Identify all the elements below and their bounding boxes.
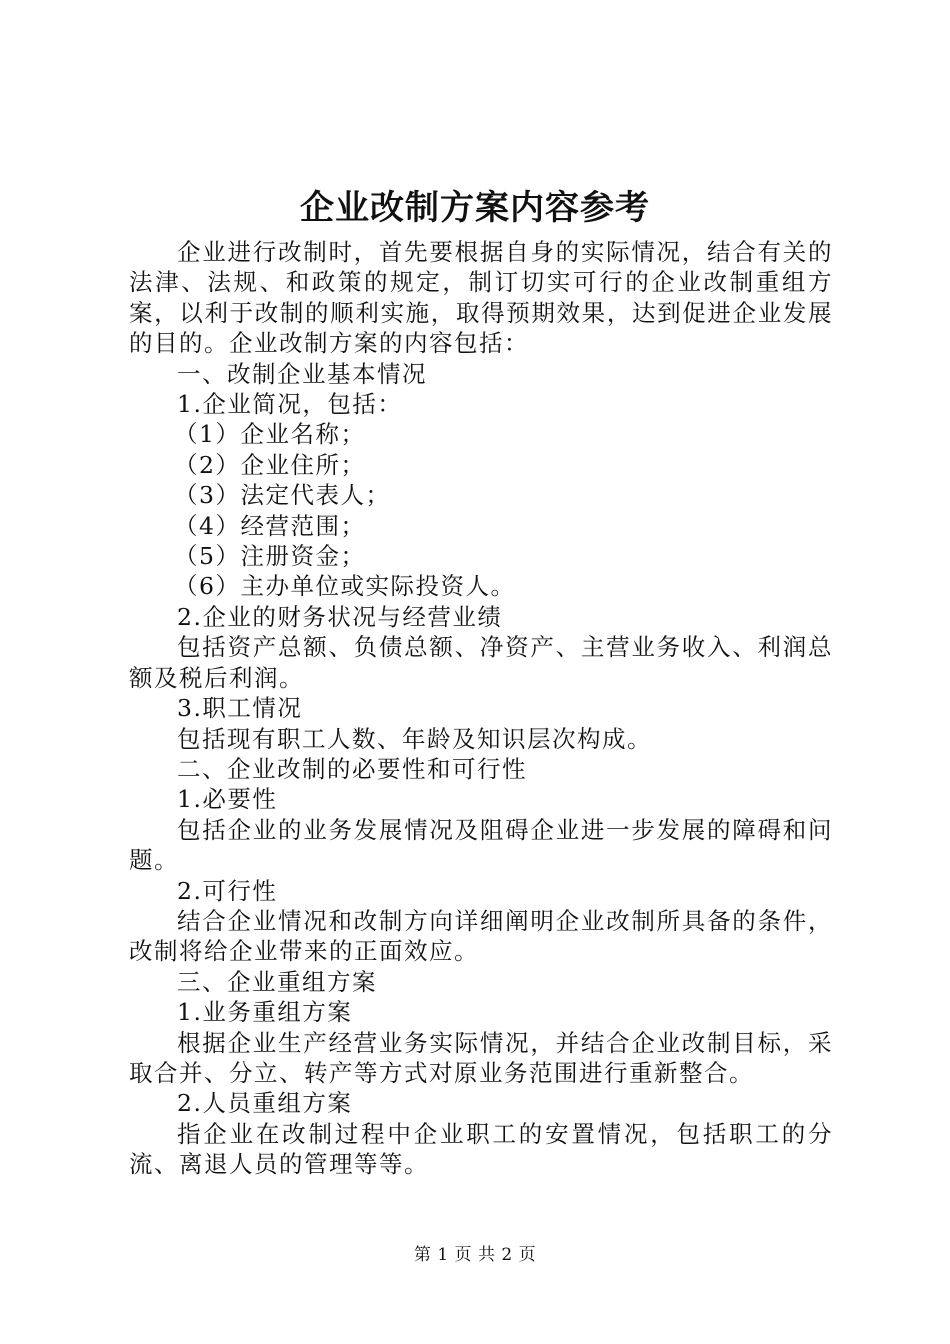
subheading-staff-status: 3.职工情况 [177, 694, 303, 723]
staff-status-paragraph: 包括现有职工人数、年龄及知识层次构成。 [177, 724, 652, 753]
section-heading-restructuring-plan: 三、企业重组方案 [177, 967, 377, 996]
subheading-company-overview: 1.企业简况，包括： [177, 390, 403, 419]
section-heading-necessity-feasibility: 二、企业改制的必要性和可行性 [177, 754, 527, 783]
list-item-sponsor-investor: （6）主办单位或实际投资人。 [174, 572, 516, 601]
document-body [129, 237, 833, 1180]
subheading-business-restructuring: 1.业务重组方案 [177, 998, 353, 1027]
feasibility-paragraph: 结合企业情况和改制方向详细阐明企业改制所具备的条件，改制将给企业带来的正面效应。 [129, 906, 833, 966]
subheading-financial-status: 2.企业的财务状况与经营业绩 [177, 602, 503, 631]
personnel-restructuring-paragraph: 指企业在改制过程中企业职工的安置情况，包括职工的分流、离退人员的管理等等。 [129, 1119, 833, 1179]
necessity-paragraph: 包括企业的业务发展情况及阻碍企业进一步发展的障碍和问题。 [129, 815, 833, 875]
section-heading-basic-info: 一、改制企业基本情况 [177, 359, 427, 388]
intro-paragraph: 企业进行改制时，首先要根据自身的实际情况，结合有关的法津、法规、和政策的规定，制订切实可行的企业改制重组方案，以利于改制的顺利实施，取得预期效果，达到促进企业发展的目的。企业改制方案的内容包括： [129, 238, 833, 358]
subheading-necessity: 1.必要性 [177, 785, 278, 814]
list-item-business-scope: （4）经营范围； [174, 511, 366, 540]
page-title: 企业改制方案内容参考 [300, 188, 650, 228]
subheading-feasibility: 2.可行性 [177, 876, 278, 905]
page-number-footer: 第 1 页 共 2 页 [413, 1245, 537, 1265]
list-item-company-name: （1）企业名称； [174, 420, 366, 449]
subheading-personnel-restructuring: 2.人员重组方案 [177, 1089, 353, 1118]
list-item-registered-capital: （5）注册资金； [174, 542, 366, 571]
business-restructuring-paragraph: 根据企业生产经营业务实际情况，并结合企业改制目标，采取合并、分立、转产等方式对原业务范围进行重新整合。 [129, 1028, 833, 1087]
financial-status-paragraph: 包括资产总额、负债总额、净资产、主营业务收入、利润总额及税后利润。 [129, 633, 833, 692]
list-item-legal-representative: （3）法定代表人； [174, 481, 391, 510]
list-item-company-address: （2）企业住所； [174, 450, 366, 479]
